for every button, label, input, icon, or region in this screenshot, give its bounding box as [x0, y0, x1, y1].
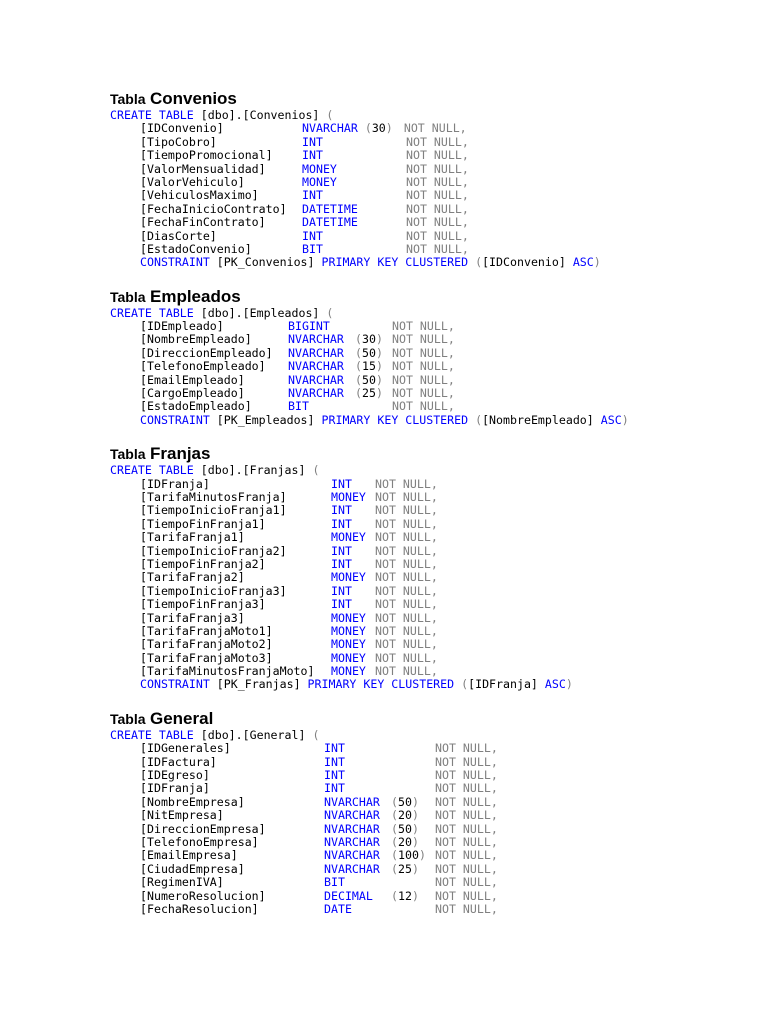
open-paren: ( — [312, 727, 320, 742]
column-definition — [110, 823, 750, 836]
column-definition — [110, 189, 750, 202]
constraint-keyword: CONSTRAINT — [140, 677, 210, 692]
constraint-keyword: CONSTRAINT — [140, 412, 210, 427]
column-nullability: NOT NULL, — [435, 741, 498, 756]
column-nullability: NOT NULL, — [392, 345, 455, 360]
create-keyword: CREATE TABLE — [110, 463, 194, 478]
create-statement — [110, 109, 750, 122]
column-size-value: 20 — [397, 834, 412, 849]
column-name: [NombreEmpresa] — [140, 794, 245, 809]
column-nullability: NOT NULL, — [375, 650, 438, 665]
column-type: MONEY — [331, 489, 366, 504]
column-nullability: NOT NULL, — [392, 372, 455, 387]
column-type: INT — [324, 768, 345, 783]
column-nullability: NOT NULL, — [375, 610, 438, 625]
open-paren: ( — [312, 463, 320, 478]
column-name: [FechaResolucion] — [140, 901, 259, 916]
column-name: [FechaInicioContrato] — [140, 201, 287, 216]
column-nullability: NOT NULL, — [435, 821, 498, 836]
create-keyword: CREATE TABLE — [110, 305, 194, 320]
table-section-franjas — [110, 443, 750, 692]
column-name: [TarifaFranjaMoto2] — [140, 637, 273, 652]
column-name: [IDEgreso] — [140, 768, 210, 783]
create-statement — [110, 464, 750, 477]
column-size: (25) — [391, 861, 419, 876]
column-name: [FechaFinContrato] — [140, 215, 266, 230]
column-size-value: 50 — [397, 821, 412, 836]
column-size-value: 30 — [361, 332, 376, 347]
column-type: INT — [302, 148, 323, 163]
column-nullability: NOT NULL, — [435, 888, 498, 903]
constraint-line — [110, 678, 750, 691]
column-type: BIGINT — [288, 319, 330, 334]
constraint-close-paren: ) — [621, 412, 629, 427]
column-definition — [110, 360, 750, 373]
heading-table-name: Empleados — [149, 286, 241, 306]
column-nullability: NOT NULL, — [435, 875, 498, 890]
column-size: (30) — [355, 332, 383, 347]
column-nullability: NOT NULL, — [406, 134, 469, 149]
column-size: (12) — [391, 888, 419, 903]
primary-key-keyword: PRIMARY KEY CLUSTERED — [321, 412, 469, 427]
column-nullability: NOT NULL, — [435, 901, 498, 916]
heading-table-name: Convenios — [149, 89, 237, 108]
table-section-empleados — [110, 286, 750, 428]
column-definition — [110, 665, 750, 678]
column-size-value: 15 — [361, 359, 376, 374]
column-definition — [110, 571, 750, 584]
column-name: [EstadoConvenio] — [140, 241, 252, 256]
column-type: NVARCHAR — [324, 794, 380, 809]
column-name: [DiasCorte] — [140, 228, 217, 243]
column-nullability: NOT NULL, — [375, 516, 438, 531]
table-heading — [110, 286, 750, 307]
column-name: [IDFranja] — [140, 476, 210, 491]
column-size-value: 50 — [397, 794, 412, 809]
constraint-line — [110, 256, 750, 269]
column-type: NVARCHAR — [324, 834, 380, 849]
column-name: [NombreEmpleado] — [140, 332, 252, 347]
column-name: [IDConvenio] — [140, 121, 224, 136]
column-name: [RegimenIVA] — [140, 875, 224, 890]
create-statement — [110, 729, 750, 742]
column-size-value: 100 — [397, 848, 419, 863]
column-name: [TarifaFranjaMoto1] — [140, 623, 273, 638]
column-type: NVARCHAR — [288, 359, 344, 374]
column-list — [110, 478, 750, 679]
open-paren: ( — [326, 305, 334, 320]
column-size: (50) — [391, 794, 419, 809]
column-size: (50) — [391, 821, 419, 836]
column-name: [DireccionEmpleado] — [140, 345, 273, 360]
object-name: [dbo].[Convenios] — [200, 108, 320, 122]
column-definition — [110, 149, 750, 162]
column-list — [110, 320, 750, 414]
column-nullability: NOT NULL, — [406, 148, 469, 163]
constraint-close-paren: ) — [593, 255, 601, 270]
constraint-keyword: CONSTRAINT — [140, 255, 210, 270]
column-size: (25) — [355, 386, 383, 401]
column-nullability: NOT NULL, — [375, 503, 438, 518]
pk-name: [PK_Empleados] — [216, 412, 315, 427]
column-definition — [110, 531, 750, 544]
column-definition — [110, 374, 750, 387]
column-type: NVARCHAR — [288, 386, 344, 401]
column-type: NVARCHAR — [288, 332, 344, 347]
heading-prefix: Tabla — [110, 91, 146, 107]
column-name: [TiempoInicioFranja1] — [140, 503, 287, 518]
column-name: [IDGenerales] — [140, 741, 231, 756]
column-type: MONEY — [331, 610, 366, 625]
constraint-close-paren: ) — [565, 677, 573, 692]
column-definition — [110, 876, 750, 889]
column-definition — [110, 333, 750, 346]
column-nullability: NOT NULL, — [375, 583, 438, 598]
column-nullability: NOT NULL, — [375, 476, 438, 491]
column-name: [TelefonoEmpresa] — [140, 834, 259, 849]
heading-prefix: Tabla — [110, 710, 146, 727]
column-definition — [110, 347, 750, 360]
column-nullability: NOT NULL, — [435, 848, 498, 863]
pk-name: [PK_Convenios] — [216, 255, 315, 270]
column-nullability: NOT NULL, — [403, 121, 467, 136]
column-list — [110, 122, 750, 256]
pk-column: [IDConvenio] — [482, 255, 566, 270]
column-definition — [110, 598, 750, 611]
column-name: [DireccionEmpresa] — [140, 821, 266, 836]
column-nullability: NOT NULL, — [375, 570, 438, 585]
column-type: MONEY — [331, 530, 366, 545]
column-size: (20) — [391, 808, 419, 823]
open-paren: ( — [326, 108, 334, 122]
column-definition — [110, 243, 750, 256]
heading-table-name: General — [149, 708, 214, 728]
column-nullability: NOT NULL, — [392, 359, 455, 374]
column-name: [EmailEmpleado] — [140, 372, 245, 387]
column-nullability: NOT NULL, — [435, 754, 498, 769]
column-type: DATETIME — [302, 215, 358, 230]
constraint-line — [110, 414, 750, 427]
column-nullability: NOT NULL, — [392, 399, 455, 414]
column-type: NVARCHAR — [324, 848, 380, 863]
column-name: [TiempoFinFranja1] — [140, 516, 266, 531]
constraint-open-paren: ( — [475, 255, 483, 270]
column-name: [TarifaMinutosFranja] — [140, 489, 287, 504]
column-type: INT — [324, 741, 345, 756]
column-name: [IDFactura] — [140, 754, 217, 769]
column-nullability: NOT NULL, — [392, 386, 455, 401]
column-definition — [110, 769, 750, 782]
column-nullability: NOT NULL, — [392, 319, 455, 334]
column-definition — [110, 163, 750, 176]
column-type: INT — [302, 134, 323, 149]
column-definition — [110, 216, 750, 229]
document-page — [110, 88, 750, 932]
column-nullability: NOT NULL, — [435, 768, 498, 783]
table-heading — [110, 443, 750, 464]
column-name: [TiempoPromocional] — [140, 148, 273, 163]
sort-order: ASC — [572, 255, 594, 270]
table-section-convenios — [110, 88, 750, 270]
column-type: NVARCHAR — [288, 372, 344, 387]
column-type: INT — [331, 597, 352, 612]
column-nullability: NOT NULL, — [435, 808, 498, 823]
column-name: [TiempoFinFranja3] — [140, 597, 266, 612]
column-size: (20) — [391, 834, 419, 849]
column-name: [ValorVehiculo] — [140, 174, 245, 189]
column-size: (100) — [391, 848, 426, 863]
column-name: [VehiculosMaximo] — [140, 188, 259, 203]
column-type: DECIMAL — [324, 888, 373, 903]
column-definition — [110, 491, 750, 504]
column-type: INT — [331, 543, 352, 558]
create-keyword: CREATE TABLE — [110, 108, 194, 122]
column-nullability: NOT NULL, — [375, 489, 438, 504]
column-name: [TarifaFranja2] — [140, 570, 245, 585]
column-definition — [110, 863, 750, 876]
column-size-value: 50 — [361, 345, 376, 360]
column-nullability: NOT NULL, — [375, 664, 438, 679]
constraint-open-paren: ( — [475, 412, 483, 427]
column-definition — [110, 612, 750, 625]
column-nullability: NOT NULL, — [375, 543, 438, 558]
object-name: [dbo].[Franjas] — [200, 463, 306, 478]
column-name: [EmailEmpresa] — [140, 848, 238, 863]
column-size: (50) — [355, 345, 383, 360]
column-nullability: NOT NULL, — [406, 188, 469, 203]
column-definition — [110, 652, 750, 665]
column-type: BIT — [302, 241, 323, 256]
column-nullability: NOT NULL, — [406, 201, 469, 216]
column-definition — [110, 742, 750, 755]
column-name: [TarifaFranja1] — [140, 530, 245, 545]
column-size-value: 25 — [361, 386, 376, 401]
pk-column: [IDFranja] — [468, 677, 538, 692]
column-nullability: NOT NULL, — [435, 794, 498, 809]
create-keyword: CREATE TABLE — [110, 727, 194, 742]
column-definition — [110, 890, 750, 903]
sort-order: ASC — [544, 677, 566, 692]
column-size-value: 12 — [397, 888, 412, 903]
column-type: DATE — [324, 901, 352, 916]
column-size-value: 20 — [397, 808, 412, 823]
column-definition — [110, 176, 750, 189]
column-nullability: NOT NULL, — [406, 228, 469, 243]
column-name: [ValorMensualidad] — [140, 161, 266, 176]
column-name: [NumeroResolucion] — [140, 888, 266, 903]
create-statement — [110, 307, 750, 320]
column-type: BIT — [324, 875, 345, 890]
column-type: INT — [331, 516, 352, 531]
column-nullability: NOT NULL, — [435, 861, 498, 876]
pk-column: [NombreEmpleado] — [482, 412, 594, 427]
column-type: NVARCHAR — [324, 861, 380, 876]
column-definition — [110, 203, 750, 216]
column-definition — [110, 387, 750, 400]
column-type: MONEY — [331, 570, 366, 585]
column-definition — [110, 836, 750, 849]
column-nullability: NOT NULL, — [435, 781, 498, 796]
table-heading — [110, 88, 750, 109]
column-name: [TarifaFranja3] — [140, 610, 245, 625]
column-definition — [110, 809, 750, 822]
column-type: INT — [331, 503, 352, 518]
column-type: NVARCHAR — [324, 821, 380, 836]
column-type: MONEY — [331, 664, 366, 679]
column-type: INT — [331, 583, 352, 598]
column-nullability: NOT NULL, — [375, 623, 438, 638]
column-type: INT — [302, 188, 323, 203]
object-name: [dbo].[Empleados] — [200, 305, 320, 320]
table-heading — [110, 708, 750, 729]
column-type: MONEY — [302, 161, 337, 176]
column-nullability: NOT NULL, — [375, 637, 438, 652]
column-definition — [110, 625, 750, 638]
column-size: (50) — [355, 372, 383, 387]
primary-key-keyword: PRIMARY KEY CLUSTERED — [321, 255, 469, 270]
column-name: [TarifaMinutosFranjaMoto] — [140, 664, 315, 679]
column-type: INT — [324, 781, 345, 796]
column-size: (15) — [355, 359, 383, 374]
column-definition — [110, 796, 750, 809]
column-type: DATETIME — [302, 201, 358, 216]
column-definition — [110, 518, 750, 531]
constraint-open-paren: ( — [461, 677, 469, 692]
column-definition — [110, 638, 750, 651]
column-name: [IDFranja] — [140, 781, 210, 796]
column-name: [EstadoEmpleado] — [140, 399, 252, 414]
column-size: (30) — [364, 121, 393, 136]
column-definition — [110, 545, 750, 558]
column-name: [TipoCobro] — [140, 134, 217, 149]
column-name: [TiempoInicioFranja2] — [140, 543, 287, 558]
column-type: NVARCHAR — [324, 808, 380, 823]
column-type: NVARCHAR — [302, 121, 358, 136]
sort-order: ASC — [600, 412, 622, 427]
column-type: INT — [331, 556, 352, 571]
object-name: [dbo].[General] — [200, 727, 306, 742]
column-nullability: NOT NULL, — [406, 215, 469, 230]
column-nullability: NOT NULL, — [406, 161, 469, 176]
column-size-value: 50 — [361, 372, 376, 387]
pk-name: [PK_Franjas] — [216, 677, 301, 692]
column-name: [IDEmpleado] — [140, 319, 224, 334]
column-type: MONEY — [331, 650, 366, 665]
column-definition — [110, 400, 750, 413]
column-list — [110, 742, 750, 916]
column-nullability: NOT NULL, — [375, 556, 438, 571]
column-definition — [110, 849, 750, 862]
heading-prefix: Tabla — [110, 288, 146, 305]
column-name: [CargoEmpleado] — [140, 386, 245, 401]
column-nullability: NOT NULL, — [392, 332, 455, 347]
column-nullability: NOT NULL, — [406, 174, 469, 189]
table-section-general — [110, 708, 750, 916]
column-name: [NitEmpresa] — [140, 808, 224, 823]
column-definition — [110, 903, 750, 916]
column-name: [TiempoInicioFranja3] — [140, 583, 287, 598]
column-definition — [110, 230, 750, 243]
column-name: [TiempoFinFranja2] — [140, 556, 266, 571]
column-definition — [110, 136, 750, 149]
column-definition — [110, 558, 750, 571]
column-name: [TarifaFranjaMoto3] — [140, 650, 273, 665]
column-name: [CiudadEmpresa] — [140, 861, 245, 876]
column-nullability: NOT NULL, — [375, 597, 438, 612]
column-type: INT — [302, 228, 323, 243]
column-nullability: NOT NULL, — [375, 530, 438, 545]
column-type: MONEY — [331, 637, 366, 652]
column-type: MONEY — [302, 174, 337, 189]
column-type: INT — [331, 476, 352, 491]
column-definition — [110, 504, 750, 517]
column-type: INT — [324, 754, 345, 769]
column-nullability: NOT NULL, — [435, 834, 498, 849]
heading-prefix: Tabla — [110, 446, 146, 463]
primary-key-keyword: PRIMARY KEY CLUSTERED — [307, 677, 455, 692]
column-type: MONEY — [331, 623, 366, 638]
column-type: BIT — [288, 399, 309, 414]
column-definition — [110, 782, 750, 795]
column-nullability: NOT NULL, — [406, 241, 469, 256]
column-definition — [110, 122, 750, 135]
column-definition — [110, 585, 750, 598]
column-size-value: 25 — [397, 861, 412, 876]
column-definition — [110, 756, 750, 769]
column-size-value: 30 — [371, 121, 386, 136]
column-definition — [110, 320, 750, 333]
column-type: NVARCHAR — [288, 345, 344, 360]
heading-table-name: Franjas — [149, 444, 211, 464]
column-definition — [110, 478, 750, 491]
column-name: [TelefonoEmpleado] — [140, 359, 266, 374]
